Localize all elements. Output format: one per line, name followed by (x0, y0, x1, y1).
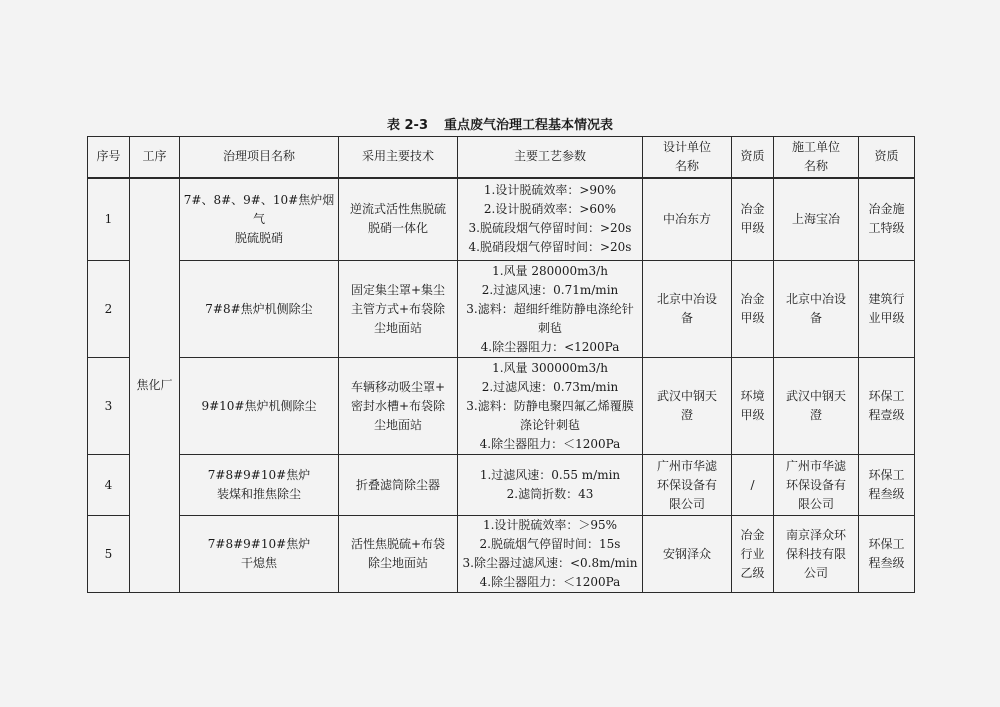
cell-seq: 4 (88, 455, 130, 516)
cell-build-qual-line: 环保工 (868, 389, 905, 403)
cell-tech-line: 脱硝一体化 (367, 221, 428, 236)
table-caption (0, 114, 1000, 133)
cell-build-unit (774, 358, 859, 455)
cell-build-unit-line: 澄 (809, 408, 822, 422)
cell-params (458, 178, 643, 261)
cell-build-qual-line: 建筑行 (868, 292, 905, 306)
cell-params-line: 1.设计脱硫效率：>90% (483, 183, 617, 198)
cell-tech (339, 178, 458, 261)
cell-params-line: 4.除尘器阻力：<1200Pa (480, 339, 620, 354)
cell-params-line: 4.除尘器阻力：＜1200Pa (479, 436, 621, 451)
cell-build-qual (859, 455, 915, 516)
header-design-unit-line: 设计单位 (662, 139, 711, 154)
cell-params-line: 刺毡 (537, 320, 562, 335)
cell-design-unit (643, 358, 732, 455)
cell-tech-line: 密封水槽+布袋除 (350, 398, 446, 413)
table-row (88, 358, 915, 455)
cell-build-unit (774, 178, 859, 261)
cell-project-line: 7#、8#、9#、10#焦炉烟气 (183, 192, 335, 226)
cell-params-line: 3.脱硫段烟气停留时间：>20s (468, 221, 632, 236)
cell-params (458, 516, 643, 593)
cell-params-line: 3.滤料：超细纤维防静电涤纶针 (466, 301, 634, 316)
cell-build-unit-line: 环保设备有 (785, 477, 846, 492)
cell-design-qual (732, 358, 774, 455)
cell-build-qual-line: 程叁级 (868, 487, 905, 501)
cell-design-qual-line: 甲级 (740, 408, 765, 422)
cell-design-unit (643, 178, 732, 261)
cell-params (458, 358, 643, 455)
cell-design-unit (643, 261, 732, 358)
cell-build-qual (859, 358, 915, 455)
cell-build-unit-line: 武汉中钢天 (785, 389, 846, 403)
table-title: 重点废气治理工程基本情况表 (444, 118, 614, 133)
cell-tech (339, 516, 458, 593)
cell-build-qual-line: 环保工 (868, 468, 905, 482)
cell-tech-line: 折叠滤筒除尘器 (355, 477, 440, 492)
header-design-unit-line: 名称 (674, 158, 699, 173)
header-design-unit (643, 137, 732, 178)
cell-build-qual (859, 516, 915, 593)
cell-params-line: 2.过滤风速：0.71m/min (481, 282, 619, 297)
cell-params-line: 2.设计脱硝效率：>60% (483, 202, 617, 217)
cell-build-qual (859, 261, 915, 358)
cell-project (180, 516, 339, 593)
cell-design-qual-line: 甲级 (740, 221, 765, 236)
cell-design-unit-line: 环保设备有 (656, 477, 717, 492)
cell-project (180, 358, 339, 455)
header-build-unit-line: 名称 (803, 158, 828, 173)
header-seq: 序号 (88, 137, 130, 178)
cell-build-unit (774, 455, 859, 516)
cell-params-line: 3.滤料：防静电聚四氟乙烯覆膜 (466, 398, 634, 413)
cell-design-unit-line: 北京中冶设 (656, 292, 717, 306)
cell-build-qual-line: 工特级 (868, 221, 905, 236)
cell-design-qual (732, 178, 774, 261)
cell-project (180, 261, 339, 358)
cell-tech-line: 活性焦脱硫+布袋 (350, 537, 446, 551)
cell-design-unit-line: 备 (680, 311, 693, 325)
cell-design-unit-line: 澄 (680, 408, 693, 422)
cell-project-line: 7#8#焦炉机侧除尘 (205, 301, 313, 316)
cell-tech-line: 主管方式+布袋除 (350, 301, 446, 316)
cell-design-unit (643, 516, 732, 593)
cell-build-unit-line: 公司 (803, 565, 828, 580)
cell-params-line: 1.风量 300000m3/h (492, 360, 608, 375)
gas-treatment-table (87, 136, 915, 593)
cell-tech-line: 逆流式活性焦脱硫 (349, 202, 446, 217)
header-params: 主要工艺参数 (458, 137, 643, 178)
header-build-unit (774, 137, 859, 178)
cell-seq: 3 (88, 358, 130, 455)
cell-project-line: 装煤和推焦除尘 (216, 487, 301, 501)
cell-params-line: 4.除尘器阻力：＜1200Pa (479, 575, 621, 589)
cell-build-unit (774, 516, 859, 593)
cell-params-line: 2.滤筒折数：43 (506, 487, 594, 501)
table-body (88, 178, 915, 593)
cell-params-line: 4.脱硝段烟气停留时间：>20s (468, 240, 632, 255)
cell-build-unit-line: 北京中冶设 (785, 292, 846, 306)
cell-build-qual-line: 环保工 (868, 537, 905, 551)
header-build-unit-line: 施工单位 (791, 139, 840, 154)
cell-tech-line: 除尘地面站 (367, 556, 428, 570)
cell-design-unit-line: 武汉中钢天 (656, 389, 717, 403)
cell-design-unit-line: 限公司 (668, 496, 705, 511)
cell-build-unit-line: 广州市华滤 (785, 458, 846, 473)
cell-seq: 2 (88, 261, 130, 358)
cell-design-qual (732, 516, 774, 593)
cell-project-line: 脱硫脱硝 (234, 230, 283, 245)
cell-design-qual-line: 冶金 (740, 527, 765, 542)
cell-project-line: 7#8#9#10#焦炉 (207, 537, 311, 551)
header-design-qual: 资质 (732, 137, 774, 178)
cell-tech (339, 358, 458, 455)
cell-tech-line: 尘地面站 (373, 417, 422, 432)
cell-tech-line: 车辆移动吸尘罩+ (350, 379, 446, 394)
cell-build-qual-line: 程壹级 (868, 408, 905, 422)
cell-params-line: 3.除尘器过滤风速：<0.8m/min (462, 556, 638, 570)
cell-project-line: 9#10#焦炉机侧除尘 (201, 398, 317, 413)
cell-params-line: 涤论针刺毡 (519, 417, 580, 432)
cell-build-qual-line: 冶金施 (868, 202, 905, 217)
table-row (88, 455, 915, 516)
header-row (88, 137, 915, 178)
cell-build-qual-line: 程叁级 (868, 556, 905, 570)
cell-design-qual-line: 行业 (740, 546, 765, 561)
cell-project-line: 7#8#9#10#焦炉 (207, 468, 311, 482)
cell-params (458, 455, 643, 516)
cell-tech-line: 尘地面站 (373, 320, 422, 335)
header-tech: 采用主要技术 (339, 137, 458, 178)
cell-design-unit-line: 广州市华滤 (656, 458, 717, 473)
cell-params-line: 2.过滤风速：0.73m/min (481, 379, 619, 394)
cell-build-unit-line: 上海宝冶 (791, 211, 840, 226)
cell-build-unit-line: 保科技有限 (785, 546, 846, 561)
cell-params-line: 1.风量 280000m3/h (492, 263, 608, 278)
cell-design-qual (732, 261, 774, 358)
cell-build-unit (774, 261, 859, 358)
cell-design-qual (732, 455, 774, 516)
header-project: 治理项目名称 (180, 137, 339, 178)
cell-design-qual-line: / (750, 477, 755, 492)
cell-design-qual-line: 冶金 (740, 202, 765, 217)
cell-process: 焦化厂 (130, 178, 180, 593)
cell-design-qual-line: 环境 (740, 389, 765, 403)
cell-params-line: 1.过滤风速：0.55 m/min (479, 468, 621, 482)
cell-project (180, 178, 339, 261)
header-process: 工序 (130, 137, 180, 178)
cell-tech-line: 固定集尘罩+集尘 (350, 282, 446, 297)
cell-design-unit-line: 中冶东方 (662, 211, 711, 226)
cell-params-line: 2.脱硫烟气停留时间：15s (479, 537, 621, 551)
cell-build-qual-line: 业甲级 (868, 311, 905, 325)
table-row (88, 178, 915, 261)
cell-design-qual-line: 乙级 (740, 565, 765, 580)
cell-design-unit (643, 455, 732, 516)
cell-tech (339, 455, 458, 516)
cell-design-qual-line: 甲级 (740, 311, 765, 325)
cell-project (180, 455, 339, 516)
cell-build-unit-line: 南京泽众环 (785, 527, 846, 542)
table-row (88, 261, 915, 358)
cell-design-unit-line: 安钢泽众 (662, 546, 711, 561)
table-row (88, 516, 915, 593)
cell-seq: 5 (88, 516, 130, 593)
cell-build-qual (859, 178, 915, 261)
cell-params-line: 1.设计脱硫效率：＞95% (482, 518, 618, 532)
header-build-qual: 资质 (859, 137, 915, 178)
cell-seq: 1 (88, 178, 130, 261)
table-number: 表 2-3 (386, 118, 428, 133)
cell-design-qual-line: 冶金 (740, 292, 765, 306)
cell-build-unit-line: 限公司 (797, 496, 834, 511)
cell-tech (339, 261, 458, 358)
cell-build-unit-line: 备 (809, 311, 822, 325)
cell-project-line: 干熄焦 (240, 556, 277, 570)
cell-params (458, 261, 643, 358)
